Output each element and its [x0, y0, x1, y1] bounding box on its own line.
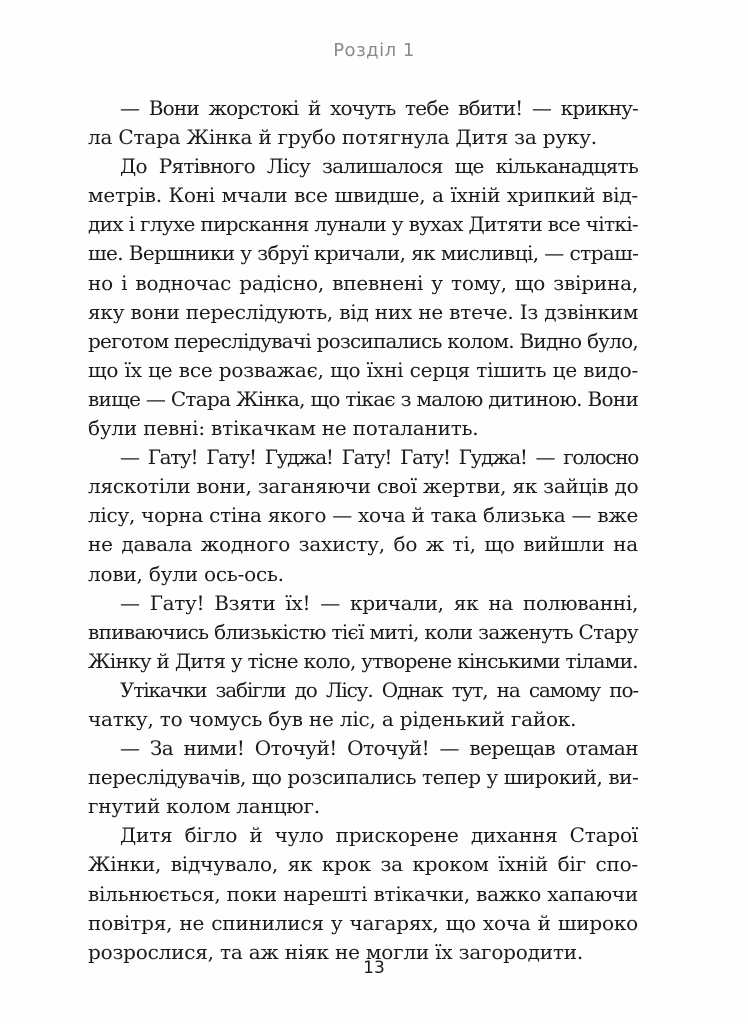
text-line: метрів. Коні мчали все швидше, а їхній хрипкий від-: [88, 183, 638, 208]
text-line: впиваючись близькістю тієї миті, коли заженуть Стару: [88, 619, 638, 644]
text-line: переслідувачів, що розсипались тепер у широкий, ви-: [88, 765, 639, 790]
text-line: вільнюється, поки нарешті втікачки, важко хапаючи: [88, 881, 638, 906]
text-line: — Вони жорстокі й хочуть тебе вбити! — крикну-: [120, 96, 638, 120]
text-line: що їх це все розважає, що їхні серця тішить це видо-: [88, 357, 638, 382]
text-line: реготом переслідувачі розсипались колом. Видно було,: [88, 328, 638, 353]
running-head: Розділ 1: [333, 40, 415, 61]
text-line: ляскотіли вони, заганяючи свої жертви, як зайців до: [88, 474, 639, 499]
text-line: не давала жодного захисту, бо ж ті, що вийшли на: [88, 532, 638, 557]
text-line: лісу, чорна стіна якого — хоча й така близька — вже: [88, 503, 638, 528]
text-line: Жінку й Дитя у тісне коло, утворене кінськими тілами.: [88, 648, 638, 673]
text-line: — За ними! Оточуй! Оточуй! — верещав отаман: [120, 736, 638, 761]
text-line: — Гату! Гату! Гуджа! Гату! Гату! Гуджа! — голосно: [120, 445, 638, 470]
text-line: були певні: втікачкам не поталанить.: [88, 416, 479, 441]
text-line: Утікачки забігли до Лісу. Однак тут, на самому по-: [120, 677, 638, 702]
text-line: ше. Вершники у збруї кричали, як мисливці, — страш-: [88, 241, 639, 266]
text-line: ла Стара Жінка й грубо потягнула Дитя за руку.: [88, 125, 597, 150]
text-line: Дитя бігло й чуло прискорене дихання Старої: [120, 823, 638, 848]
text-line: чатку, то чомусь був не ліс, а ріденький гайок.: [88, 706, 577, 731]
page-number: 13: [363, 958, 385, 978]
body-text: [88, 94, 638, 967]
text-line: дих і глухе пирскання лунали у вухах Дитяти все чіткі-: [88, 212, 638, 237]
text-line: гнутий колом ланцюг.: [88, 794, 320, 819]
text-line: — Гату! Взяти їх! — кричали, як на полюванні,: [120, 590, 638, 615]
text-line: яку вони переслідують, від них не втече. Із дзвінким: [88, 299, 639, 324]
text-line: розрослися, та аж ніяк не могли їх загородити.: [88, 939, 584, 964]
text-line: лови, були ось-ось.: [88, 561, 284, 586]
text-line: вище — Стара Жінка, що тікає з малою дитиною. Вони: [88, 386, 639, 411]
text-line: повітря, не спинилися у чагарях, що хоча й широко: [88, 910, 638, 935]
text-line: Жінки, відчувало, як крок за кроком їхній біг спо-: [88, 852, 638, 877]
text-line: но і водночас радісно, впевнені у тому, що звірина,: [88, 270, 638, 295]
text-line: До Рятівного Лісу залишалося ще кільканадцять: [120, 154, 638, 179]
